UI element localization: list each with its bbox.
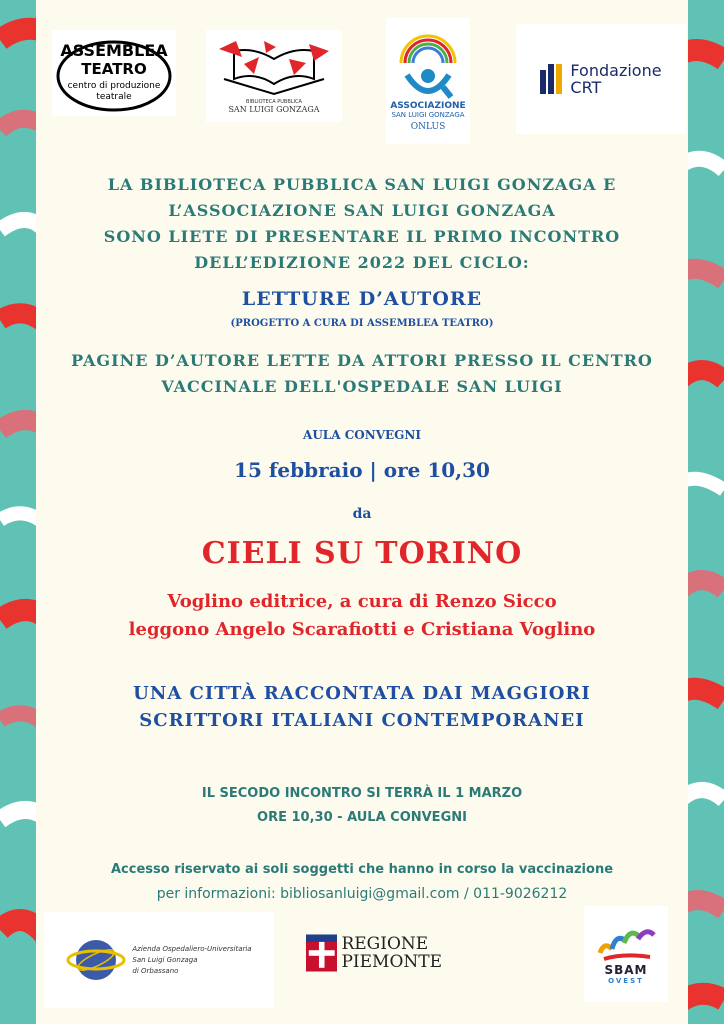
- da-label: da: [352, 506, 372, 522]
- biblioteca-name: SAN LUIGI GONZAGA: [228, 104, 320, 114]
- credits-line-2: leggono Angelo Scarafiotti e Cristiana Voglino: [128, 619, 596, 640]
- fondazione-crt-logo: [516, 24, 686, 134]
- fondazione-line1: Fondazione: [570, 61, 662, 80]
- regione-piemonte-logo: [306, 928, 442, 978]
- open-book-icon: [214, 39, 334, 99]
- room-label: AULA CONVEGNI: [303, 428, 421, 442]
- intro-line-2: L’ASSOCIAZIONE SAN LUIGI GONZAGA: [168, 201, 556, 220]
- associazione-logo: [386, 18, 470, 144]
- intro-line-1: LA BIBLIOTECA PUBBLICA SAN LUIGI GONZAGA E: [107, 175, 617, 194]
- cycle-title: LETTURE D’AUTORE: [241, 288, 483, 310]
- associazione-onlus: ONLUS: [410, 121, 446, 132]
- pages-line-2: VACCINALE DELL'OSPEDALE SAN LUIGI: [161, 377, 563, 396]
- regione-shield-icon: [306, 933, 337, 973]
- biblioteca-logo: [206, 30, 342, 122]
- sbam-line2: OVEST: [608, 977, 644, 985]
- sbam-line1: SBAM: [604, 963, 648, 977]
- assemblea-teatro-emblem: [52, 30, 176, 116]
- associazione-emblem-icon: [393, 31, 463, 101]
- assemblea-sub1: centro di produzione: [67, 81, 161, 91]
- pages-block: [36, 348, 688, 400]
- assemblea-line2: TEATRO: [81, 60, 147, 78]
- sbam-swirl-icon: [594, 923, 658, 963]
- sbam-ovest-logo: [584, 906, 668, 1002]
- next-line-1: IL SECODO INCONTRO SI TERRÀ IL 1 MARZO: [201, 786, 523, 801]
- credits-line-1: Voglino editrice, a cura di Renzo Sicco: [167, 591, 557, 612]
- tagline-block: [36, 680, 688, 734]
- intro-line-4: DELL’EDIZIONE 2022 DEL CICLO:: [194, 253, 530, 272]
- assemblea-teatro-logo: [52, 30, 176, 116]
- intro-block: [36, 172, 688, 276]
- next-meeting-block: [36, 782, 688, 830]
- azienda-line2: San Luigi Gonzaga: [132, 955, 198, 964]
- associazione-title: ASSOCIAZIONE: [390, 100, 466, 111]
- biblioteca-small: BIBLIOTECA PUBBLICA: [246, 98, 302, 105]
- azienda-line3: di Orbassano: [132, 966, 179, 975]
- book-title: CIELI SU TORINO: [201, 536, 523, 571]
- intro-line-3: SONO LIETE DI PRESENTARE IL PRIMO INCONTRO: [103, 227, 621, 246]
- assemblea-line1: ASSEMBLEA: [60, 41, 168, 60]
- next-line-2: ORE 10,30 - AULA CONVEGNI: [257, 810, 467, 825]
- access-note: Accesso riservato ai soli soggetti che hanno in corso la vaccinazione: [110, 862, 614, 877]
- fondazione-line2: CRT: [570, 78, 602, 97]
- azienda-globe-icon: [66, 930, 126, 990]
- fondazione-crt-icon: [540, 64, 564, 94]
- tagline-line-1: UNA CITTÀ RACCONTATA DAI MAGGIORI: [133, 683, 591, 704]
- associazione-name: SAN LUIGI GONZAGA: [391, 110, 465, 119]
- event-datetime: 15 febbraio | ore 10,30: [234, 458, 490, 482]
- azienda-ospedaliera-logo: [44, 912, 274, 1008]
- credits-block: [36, 588, 688, 644]
- tagline-line-2: SCRITTORI ITALIANI CONTEMPORANEI: [139, 710, 585, 731]
- azienda-line1: Azienda Ospedaliero-Universitaria: [132, 944, 252, 953]
- regione-line1: REGIONE: [341, 934, 429, 954]
- contact-info: per informazioni: bibliosanluigi@gmail.com / 011-9026212: [156, 886, 568, 902]
- assemblea-sub2: teatrale: [96, 92, 132, 102]
- cycle-subtitle: (PROGETTO A CURA DI ASSEMBLEA TEATRO): [230, 318, 494, 329]
- pages-line-1: PAGINE D’AUTORE LETTE DA ATTORI PRESSO IL CENTRO: [71, 351, 653, 370]
- regione-line2: PIEMONTE: [341, 952, 442, 972]
